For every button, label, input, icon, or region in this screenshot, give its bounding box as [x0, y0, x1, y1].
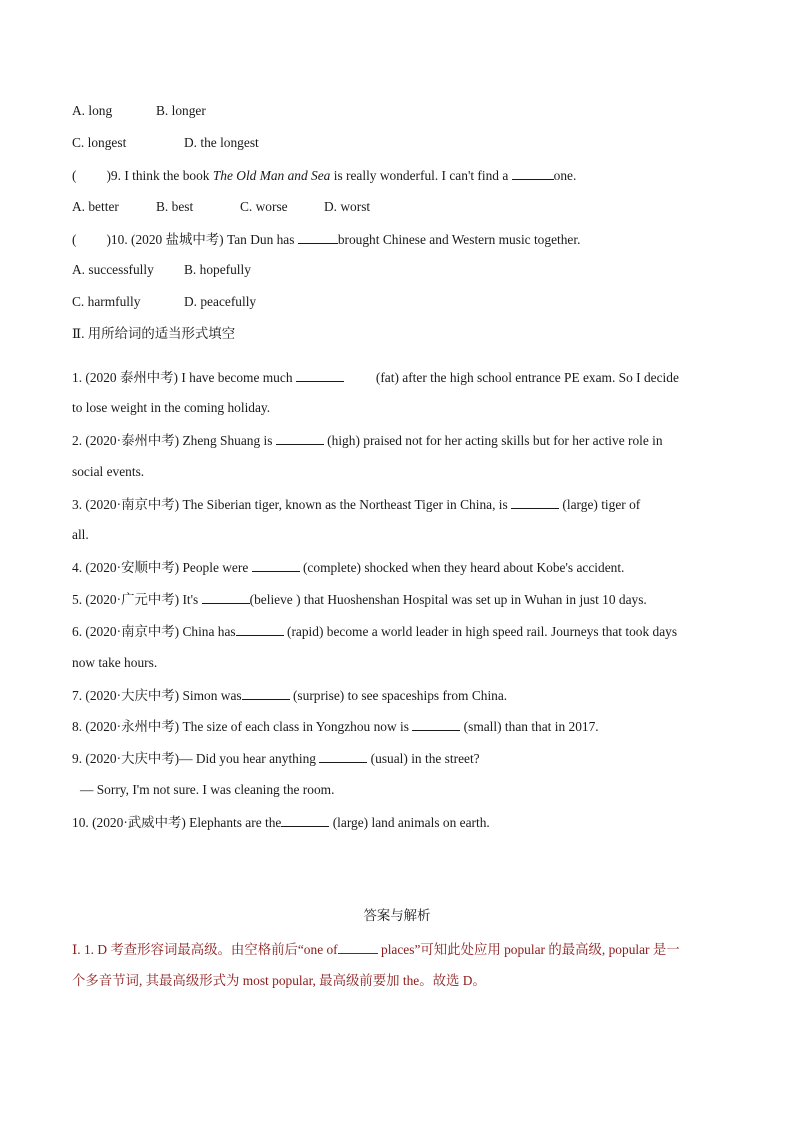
answer-line-1-text: Ⅰ. 1. D 考查形容词最高级。由空格前后“one of	[72, 942, 338, 957]
answer-line-1	[72, 941, 680, 958]
fill-item-8-blank	[412, 718, 460, 731]
q10-blank	[298, 231, 338, 244]
answers-heading: 答案与解析	[363, 908, 431, 923]
section-2-heading: Ⅱ. 用所给词的适当形式填空	[72, 326, 236, 341]
q9-option-a: A. better	[72, 199, 119, 214]
fill-item-4-hint: (complete) shocked when they heard about Kobe's accident.	[299, 560, 625, 575]
fill-item-5	[72, 591, 647, 608]
q9-option-c: C. worse	[240, 199, 288, 214]
fill-item-5-text: 5. (2020·广元中考) It's	[72, 592, 202, 607]
question-10	[72, 231, 580, 248]
fill-item-9-text: 9. (2020·大庆中考)— Did you hear anything	[72, 751, 320, 766]
q9-options	[72, 199, 370, 215]
fill-item-3	[72, 496, 640, 513]
q8-option-d: D. the longest	[184, 135, 259, 150]
fill-item-5-blank	[202, 591, 250, 604]
q10-option-b: B. hopefully	[184, 262, 251, 277]
fill-item-1	[72, 369, 679, 386]
fill-item-5-hint: (believe ) that Huoshenshan Hospital was set up in Wuhan in just 10 days.	[249, 592, 647, 607]
fill-item-1-text: 1. (2020 泰州中考) I have become much	[72, 370, 296, 385]
q10-option-c: C. harmfully	[72, 294, 141, 309]
fill-item-10	[72, 814, 490, 831]
question-9	[72, 167, 576, 184]
fill-item-2-hint: (high) praised not for her acting skills but for her active role in	[323, 433, 663, 448]
fill-item-8-text: 8. (2020·永州中考) The size of each class in Yongzhou now is	[72, 719, 413, 734]
fill-item-7	[72, 687, 507, 704]
q9-text-rest: is really wonderful. I can't find a	[330, 168, 512, 183]
fill-item-3-blank	[511, 496, 559, 509]
fill-item-9	[72, 750, 480, 767]
q8-options-row-1	[72, 103, 206, 119]
q10-open-paren: (	[72, 232, 77, 247]
q9-option-d: D. worst	[324, 199, 371, 214]
q9-open-paren: (	[72, 168, 77, 183]
q9-blank	[512, 167, 554, 180]
q10-option-a: A. successfully	[72, 262, 154, 277]
fill-item-7-text: 7. (2020·大庆中考) Simon was	[72, 688, 242, 703]
fill-item-10-hint: (large) land animals on earth.	[329, 815, 490, 830]
answer-line-2: 个多音节词, 其最高级形式为 most popular, 最高级前要加 the。故选 D。	[72, 973, 486, 988]
answer-blank	[338, 941, 378, 954]
fill-item-10-blank	[281, 814, 329, 827]
q8-options-row-2	[72, 135, 259, 151]
q10-option-d: D. peacefully	[184, 294, 257, 309]
q10-text: )10. (2020 盐城中考) Tan Dun has	[106, 232, 298, 247]
fill-item-3-text: 3. (2020·南京中考) The Siberian tiger, known as the Northeast Tiger in China, is	[72, 497, 512, 512]
fill-item-9-hint: (usual) in the street?	[367, 751, 480, 766]
fill-item-6-hint: (rapid) become a world leader in high speed rail. Journeys that took days	[283, 624, 678, 639]
q10-options-row-1	[72, 262, 251, 278]
q9-option-b: B. best	[156, 199, 194, 214]
q9-text: )9. I think the book	[106, 168, 213, 183]
q8-option-c: C. longest	[72, 135, 127, 150]
fill-item-6	[72, 623, 677, 640]
q8-option-b: B. longer	[156, 103, 206, 118]
q10-end: brought Chinese and Western music together.	[337, 232, 581, 247]
fill-item-3-hint: (large) tiger of	[559, 497, 641, 512]
fill-item-2-text: 2. (2020·泰州中考) Zheng Shuang is	[72, 433, 276, 448]
fill-item-1-blank	[296, 369, 344, 382]
q9-book-title: The Old Man and Sea	[212, 168, 331, 183]
fill-item-2-blank	[276, 432, 324, 445]
fill-item-10-text: 10. (2020·武威中考) Elephants are the	[72, 815, 282, 830]
q9-end: one.	[553, 168, 577, 183]
fill-item-6-cont: now take hours.	[72, 655, 158, 670]
fill-item-9-blank	[319, 750, 367, 763]
answer-line-1-rest: places”可知此处应用 popular 的最高级, popular 是一	[377, 942, 680, 957]
fill-item-8	[72, 718, 599, 735]
fill-item-1-cont: to lose weight in the coming holiday.	[72, 400, 271, 415]
q8-option-a: A. long	[72, 103, 113, 118]
fill-item-8-hint: (small) than that in 2017.	[460, 719, 599, 734]
fill-item-4-text: 4. (2020·安顺中考) People were	[72, 560, 252, 575]
fill-item-3-cont: all.	[72, 527, 89, 542]
fill-item-4	[72, 559, 624, 576]
fill-item-4-blank	[252, 559, 300, 572]
fill-item-7-blank	[242, 687, 290, 700]
fill-item-7-hint: (surprise) to see spaceships from China.	[289, 688, 508, 703]
q10-options-row-2	[72, 294, 256, 310]
fill-item-2-cont: social events.	[72, 464, 145, 479]
fill-item-2	[72, 432, 663, 449]
fill-item-1-hint: (fat) after the high school entrance PE exam. So I decide	[375, 370, 679, 385]
fill-item-6-blank	[236, 623, 284, 636]
fill-item-6-text: 6. (2020·南京中考) China has	[72, 624, 236, 639]
fill-item-9-reply: — Sorry, I'm not sure. I was cleaning the room.	[80, 782, 335, 797]
